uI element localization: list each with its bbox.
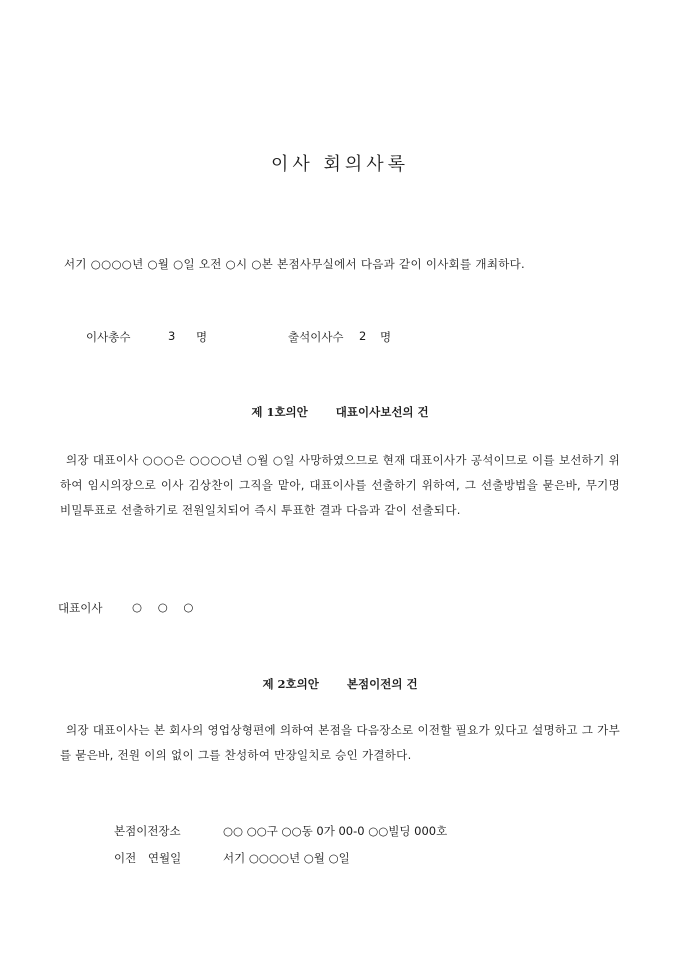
representative-label: 대표이사 <box>58 601 103 615</box>
director-total-label: 이사총수 <box>86 330 131 344</box>
director-present-value: 2 <box>359 329 367 343</box>
agenda2-heading <box>0 676 680 692</box>
agenda1-number: 제 1호의안 <box>251 405 308 419</box>
relocation-date-value: 서기 ○○○○년 ○월 ○일 <box>223 851 350 865</box>
relocation-date-label: 이전 연월일 <box>114 851 182 865</box>
relocation-place-value: ○○ ○○구 ○○동 0가 00-0 ○○빌딩 000호 <box>223 824 448 838</box>
representative-name: ○ ○ ○ <box>132 600 194 614</box>
director-present-unit: 명 <box>380 330 392 344</box>
agenda2-title: 본점이전의 건 <box>346 677 418 691</box>
agenda1-title: 대표이사보선의 건 <box>335 405 429 419</box>
agenda1-heading <box>0 404 680 420</box>
agenda1-body: 의장 대표이사 ○○○은 ○○○○년 ○월 ○일 사망하였으므로 현재 대표이사가 공석이므로 이를 보선하기 위하여 임시의장으로 이사 김상찬이 그직을 맡아, 대표이사를 선출하기 위하여, 그 선출방법을 묻은바, 무기명 비밀투표로 선출하기로 전원일치되어 즉시 투표한 결과 다음과 같이 선출되다. <box>60 453 620 517</box>
agenda2-number: 제 2호의안 <box>262 677 319 691</box>
agenda2-body: 의장 대표이사는 본 회사의 영업상형편에 의하여 본점을 다음장소로 이전할 필요가 있다고 설명하고 그 가부를 묻은바, 전원 이의 없이 그를 찬성하여 만장일치로 승인 가결하다. <box>60 723 620 762</box>
document-title: 이사 회의사록 <box>270 154 410 175</box>
director-total-unit: 명 <box>196 330 208 344</box>
director-present-label: 출석이사수 <box>288 330 344 344</box>
director-total-value: 3 <box>168 329 176 343</box>
opening-sentence: 서기 ○○○○년 ○월 ○일 오전 ○시 ○본 본점사무실에서 다음과 같이 이사회를 개최하다. <box>64 257 525 271</box>
relocation-place-label: 본점이전장소 <box>114 824 181 838</box>
